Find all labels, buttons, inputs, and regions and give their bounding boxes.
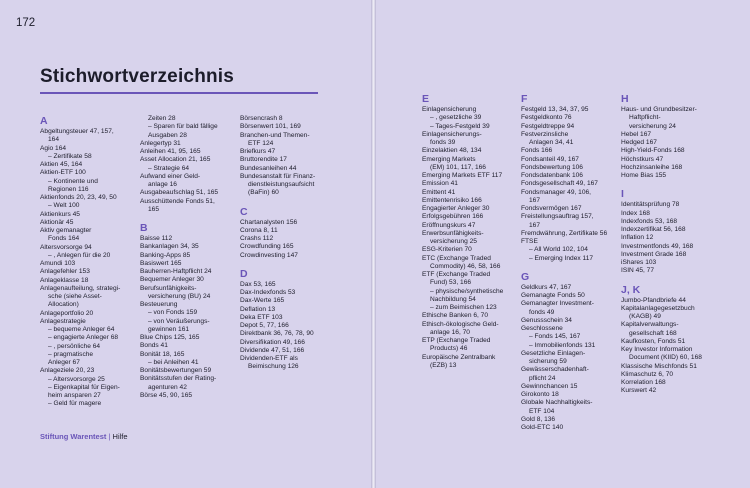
footer-separator: | xyxy=(108,432,111,441)
index-entry: Beimischung 126 xyxy=(248,363,299,371)
index-entry: Crowdfunding 165 xyxy=(240,243,294,251)
index-entry: Jumbo-Pfandbriefe 44 xyxy=(621,296,686,304)
index-letter-heading: H xyxy=(621,93,629,105)
index-entry: – Welt 100 xyxy=(48,202,80,210)
index-column-5 xyxy=(521,93,621,432)
index-entry: iShares 103 xyxy=(621,259,657,266)
block-spacer xyxy=(240,198,350,206)
index-letter-heading: A xyxy=(40,115,48,127)
index-entry: versicherung (BU) 24 xyxy=(148,292,211,300)
index-entry: – Strategie 64 xyxy=(148,164,190,172)
index-entry: Aktienfonds 20, 23, 49, 50 xyxy=(40,194,117,201)
index-entry: Klassische Mischfonds 51 xyxy=(621,362,697,370)
index-entry: Fonds 166 xyxy=(521,147,553,155)
index-entry: Aktienkurs 45 xyxy=(40,210,80,218)
index-entry: Chartanalysten 156 xyxy=(240,218,298,226)
index-entry: ETP (Exchange Traded xyxy=(422,337,491,344)
index-entry: Bauherren-Haftpflicht 24 xyxy=(140,268,212,275)
index-entry: Document (KIID) 60, 168 xyxy=(629,354,702,362)
index-entry: Abgeltungsteuer 47, 157, xyxy=(40,128,114,135)
index-entry: Dax 53, 165 xyxy=(240,280,276,288)
index-entry: Kapitalverwaltungs- xyxy=(621,321,679,329)
index-entry: Erwerbsunfähigkeits- xyxy=(422,229,484,237)
index-entry: Gemanagte Fonds 50 xyxy=(521,292,585,299)
index-entry: Ausschüttende Fonds 51, xyxy=(140,197,215,205)
index-entry: Zeiten 28 xyxy=(148,115,176,122)
index-entry: Festverzinsliche xyxy=(521,130,569,138)
index-entry: sicherung 59 xyxy=(529,358,567,365)
title-underline xyxy=(40,92,318,94)
index-entry: Bundesanleihen 44 xyxy=(240,164,297,172)
index-entry: ESG-Kriterien 70 xyxy=(422,246,472,254)
index-entry: – bei Anleihen 41 xyxy=(148,358,199,366)
index-entry: Ausgabeaufschlag 51, 165 xyxy=(140,189,219,197)
index-entry: Baisse 112 xyxy=(140,235,173,242)
index-entry: – Geld für magere xyxy=(48,400,102,408)
index-entry: Freistellungsauftrag 157, xyxy=(521,213,594,221)
index-entry: Geschlossene xyxy=(521,325,563,332)
page-footer xyxy=(40,432,128,441)
index-entry: Regionen 116 xyxy=(48,185,89,193)
index-entry: Basiswert 165 xyxy=(140,259,182,267)
index-entry: ETC (Exchange Traded xyxy=(422,254,491,262)
index-entry: 165 xyxy=(148,205,160,213)
index-entry: Fondsanteil 49, 167 xyxy=(521,155,579,163)
index-entry: Anlegertyp 31 xyxy=(140,139,181,147)
index-entry: Börsencrash 8 xyxy=(240,115,283,122)
index-entry: Gold 8, 136 xyxy=(521,415,556,423)
index-entry: Altersvorsorge 94 xyxy=(40,243,92,251)
index-entry: Aktiv gemanagter xyxy=(40,227,92,234)
index-entry: (EM) 101, 117, 166 xyxy=(430,163,486,171)
index-entry: Engagierter Anleger 30 xyxy=(422,205,490,212)
index-entry: Crashs 112 xyxy=(240,235,274,242)
index-entry: Deka ETF 103 xyxy=(240,313,283,321)
index-entry: Amundi 103 xyxy=(40,260,76,267)
page-title: Stichwortverzeichnis xyxy=(40,66,235,87)
index-entry: Bequemer Anleger 30 xyxy=(140,276,204,284)
block-spacer xyxy=(621,276,731,284)
index-entry: (KAGB) 49 xyxy=(629,313,661,320)
index-entry: Kapitalanlagegesetzbuch xyxy=(621,304,695,312)
index-entry: Haus- und Grundbesitzer- xyxy=(621,106,697,113)
index-entry: Direktbank 36, 76, 78, 90 xyxy=(240,330,314,338)
index-entry: Girokonto 18 xyxy=(521,391,559,398)
index-entry: Corona 8, 11 xyxy=(240,226,278,234)
index-letter-heading: C xyxy=(240,205,248,218)
block-spacer xyxy=(140,214,238,222)
index-column-6 xyxy=(621,93,731,396)
index-entry: Fremdwährung, Zertifikate 56 xyxy=(521,229,608,237)
index-entry: Kaufkosten, Fonds 51 xyxy=(621,337,686,345)
index-entry: – Fonds 145, 167 xyxy=(529,333,581,341)
index-entry: fonds 39 xyxy=(430,139,456,146)
index-entry: Anlageziele 20, 23 xyxy=(40,367,95,375)
index-entry: – von Veräußerungs- xyxy=(148,317,210,325)
index-entry: Erfolgsgebühren 166 xyxy=(422,213,484,221)
index-entry: Anlagefehler 153 xyxy=(40,268,90,276)
index-entry: – Altersvorsorge 25 xyxy=(48,375,105,383)
index-entry: Bonds 41 xyxy=(140,342,168,350)
index-entry: Besteuerung xyxy=(140,301,178,308)
index-entry: Festgeldkonto 76 xyxy=(521,114,572,122)
index-entry: Anlagestrategie xyxy=(40,317,86,325)
index-entry: Fonds 164 xyxy=(48,235,80,243)
index-entry: – Zertifikate 58 xyxy=(48,152,92,160)
footer-section: Hilfe xyxy=(112,432,128,441)
index-entry: Products) 46 xyxy=(430,345,468,353)
index-entry: Hochzinsanleihe 168 xyxy=(621,163,683,171)
index-entry: Ethische Banken 6, 70 xyxy=(422,312,488,320)
index-entry: Genussschein 34 xyxy=(521,316,572,324)
index-entry: Depot 5, 77, 166 xyxy=(240,322,289,329)
index-entry: Hedged 167 xyxy=(621,139,657,146)
index-entry: Dividenden-ETF als xyxy=(240,355,298,362)
index-entry: – von Fonds 159 xyxy=(148,309,198,317)
index-entry: Agio 164 xyxy=(40,144,67,152)
index-entry: Anleihen 41, 95, 165 xyxy=(140,148,201,155)
index-entry: 167 xyxy=(529,221,541,229)
index-entry: Anlagen 34, 41 xyxy=(529,139,574,146)
index-entry: Anlageklasse 18 xyxy=(40,276,89,284)
index-entry: Emerging Markets xyxy=(422,155,476,163)
index-column-4 xyxy=(422,93,520,370)
index-entry: Diversifikation 49, 166 xyxy=(240,338,305,346)
index-column-2 xyxy=(140,115,238,400)
index-entry: Anleger 67 xyxy=(48,359,80,366)
index-entry: – engagierte Anleger 68 xyxy=(48,334,119,342)
index-entry: Identitätsprüfung 78 xyxy=(621,201,680,209)
index-entry: Home Bias 155 xyxy=(621,172,667,179)
index-entry: Crowdinvesting 147 xyxy=(240,251,298,259)
index-entry: Bundesanstalt für Finanz- xyxy=(240,172,316,180)
index-entry: – All World 102, 104 xyxy=(529,246,588,254)
index-entry: (BaFin) 60 xyxy=(248,189,279,197)
index-entry: 164 xyxy=(48,136,60,144)
index-entry: Emerging Markets ETF 117 xyxy=(422,172,503,179)
index-entry: – , persönliche 64 xyxy=(48,342,101,350)
index-entry: Gewässerschadenhaft- xyxy=(521,366,589,374)
index-entry: Kurswert 42 xyxy=(621,387,657,395)
index-entry: Aktien 45, 164 xyxy=(40,161,83,168)
index-entry: Dax-Indexfonds 53 xyxy=(240,289,296,296)
index-entry: pflicht 24 xyxy=(529,374,556,382)
index-entry: Einlagensicherungs- xyxy=(422,130,482,138)
index-entry: Börse 45, 90, 165 xyxy=(140,391,193,399)
index-entry: – , Anlegen für die 20 xyxy=(48,251,111,259)
index-entry: ISIN 45, 77 xyxy=(621,267,654,275)
index-entry: Banking-Apps 85 xyxy=(140,251,191,259)
index-entry: Bonitätsstufen der Rating- xyxy=(140,375,217,383)
index-entry: Börsenwert 101, 169 xyxy=(240,123,301,131)
index-entry: Globale Nachhaltigkeits- xyxy=(521,399,593,407)
index-entry: Haftpflicht- xyxy=(629,114,661,122)
index-entry: 167 xyxy=(529,196,541,204)
index-entry: High-Yield-Fonds 168 xyxy=(621,147,685,155)
index-letter-heading: I xyxy=(621,188,624,201)
index-entry: – zum Beimischen 123 xyxy=(430,304,497,311)
index-entry: anlage 16, 70 xyxy=(430,328,470,336)
index-entry: Aktionär 45 xyxy=(40,218,74,226)
index-entry: Gold-ETC 140 xyxy=(521,424,564,431)
index-entry: anlage 16 xyxy=(148,181,177,188)
index-entry: ETF 104 xyxy=(529,407,555,415)
index-entry: Bruttorendite 17 xyxy=(240,156,287,164)
index-entry: Emittentenrisiko 166 xyxy=(422,196,482,204)
index-entry: Emittent 41 xyxy=(422,188,456,196)
index-entry: gesellschaft 168 xyxy=(629,329,677,337)
index-entry: Einlagensicherung xyxy=(422,106,477,113)
index-entry: Festgeldtreppe 94 xyxy=(521,122,575,130)
index-entry: FTSE xyxy=(521,238,538,245)
index-entry: – Immobilienfonds 131 xyxy=(529,341,596,349)
index-entry: Fondsgesellschaft 49, 167 xyxy=(521,180,598,188)
index-entry: Blue Chips 125, 165 xyxy=(140,334,200,341)
index-entry: Indexzertifikat 56, 168 xyxy=(621,226,686,233)
index-letter-heading: D xyxy=(240,267,248,280)
footer-brand: Stiftung Warentest xyxy=(40,432,107,441)
index-entry: heim ansparen 27 xyxy=(48,392,101,399)
index-entry: ETF (Exchange Traded xyxy=(422,271,491,278)
block-spacer xyxy=(240,260,350,268)
index-entry: – Emerging Index 117 xyxy=(529,254,594,262)
index-entry: Europäische Zentralbank xyxy=(422,353,496,361)
index-entry: dienstleistungsaufsicht xyxy=(248,181,315,188)
index-entry: Gesetzliche Einlagen- xyxy=(521,349,586,357)
index-entry: Asset Allocation 21, 165 xyxy=(140,156,211,164)
index-entry: Geldkurs 47, 167 xyxy=(521,283,572,291)
index-entry: Deflation 13 xyxy=(240,305,276,313)
index-entry: ETF 124 xyxy=(248,139,274,147)
index-entry: Berufsunfähigkeits- xyxy=(140,284,197,292)
index-entry: Bankanlagen 34, 35 xyxy=(140,243,199,251)
index-entry: Fund) 53, 166 xyxy=(430,279,472,287)
index-letter-heading: J, K xyxy=(621,283,641,296)
index-entry: gewinnen 161 xyxy=(148,325,190,333)
index-entry: Bonitätsbewertungen 59 xyxy=(140,367,212,374)
index-entry: Anlageportfolio 20 xyxy=(40,309,94,317)
index-entry: Gewinnchancen 15 xyxy=(521,382,578,390)
index-entry: – Eigenkapital für Eigen- xyxy=(48,383,120,391)
index-entry: Branchen-und Themen- xyxy=(240,131,310,139)
index-entry: Inflation 12 xyxy=(621,234,654,242)
index-entry: Aufwand einer Geld- xyxy=(140,172,201,180)
index-entry: versicherung 25 xyxy=(430,238,477,245)
index-entry: Index 168 xyxy=(621,209,650,217)
index-letter-heading: B xyxy=(140,222,148,234)
index-entry: – physische/synthetische xyxy=(430,287,504,295)
index-entry: – Sparen für bald fällige xyxy=(148,123,218,131)
index-entry: Anlagenaufteilung, strategi- xyxy=(40,284,121,292)
index-entry: Ethisch-ökologische Geld- xyxy=(422,320,499,328)
index-entry: Key Investor Information xyxy=(621,346,693,353)
index-entry: Aktien-ETF 100 xyxy=(40,169,86,177)
index-entry: Emission 41 xyxy=(422,180,458,188)
index-entry: – bequeme Anleger 64 xyxy=(48,326,115,333)
index-entry: Bonität 18, 165 xyxy=(140,350,185,358)
index-entry: Festgeld 13, 34, 37, 95 xyxy=(521,106,589,113)
index-entry: Commodity) 46, 58, 166 xyxy=(430,262,501,270)
index-entry: Dividende 47, 51, 166 xyxy=(240,346,305,354)
index-letter-heading: G xyxy=(521,270,530,283)
index-entry: – pragmatische xyxy=(48,350,94,358)
index-entry: Korrelation 168 xyxy=(621,379,666,386)
index-letter-heading: F xyxy=(521,93,528,105)
index-entry: Klimaschutz 6, 70 xyxy=(621,370,674,378)
index-entry: Gemanagter Investment- xyxy=(521,300,594,308)
index-entry: Fondsbewertung 106 xyxy=(521,163,583,171)
index-entry: versicherung 24 xyxy=(629,122,676,130)
index-entry: Briefkurs 47 xyxy=(240,148,276,155)
index-letter-heading: E xyxy=(422,93,430,105)
index-column-3 xyxy=(240,115,350,372)
index-entry: Fondsvermögen 167 xyxy=(521,205,582,212)
index-entry: Höchstkurs 47 xyxy=(621,155,664,163)
index-entry: Fondsdatenbank 106 xyxy=(521,172,583,179)
index-entry: – Kontinente und xyxy=(48,177,98,185)
index-entry: (EZB) 13 xyxy=(430,361,457,369)
index-entry: Nachbildung 54 xyxy=(430,295,476,303)
index-entry: Investment Grade 168 xyxy=(621,250,687,258)
block-spacer xyxy=(621,180,731,188)
page-number: 172 xyxy=(16,17,36,29)
index-entry: – Tages-Festgeld 39 xyxy=(430,122,490,130)
index-entry: Ausgaben 28 xyxy=(148,131,187,139)
block-spacer xyxy=(521,263,621,271)
index-entry: Allocation) xyxy=(48,301,79,309)
index-entry: agenturen 42 xyxy=(148,383,187,391)
index-entry: – , gesetzliche 39 xyxy=(430,114,482,122)
index-entry: fonds 49 xyxy=(529,308,555,316)
index-column-1 xyxy=(40,115,142,409)
index-entry: Fondsmanager 49, 106, xyxy=(521,188,592,196)
index-entry: Indexfonds 53, 168 xyxy=(621,217,678,225)
index-entry: Investmentfonds 49, 168 xyxy=(621,242,694,250)
index-entry: Eröffnungskurs 47 xyxy=(422,221,476,229)
index-entry: Einzelaktien 48, 134 xyxy=(422,147,482,155)
index-entry: Dax-Werte 165 xyxy=(240,297,285,305)
index-entry: sche (siehe Asset- xyxy=(48,293,102,300)
index-entry: Hebel 167 xyxy=(621,130,652,138)
